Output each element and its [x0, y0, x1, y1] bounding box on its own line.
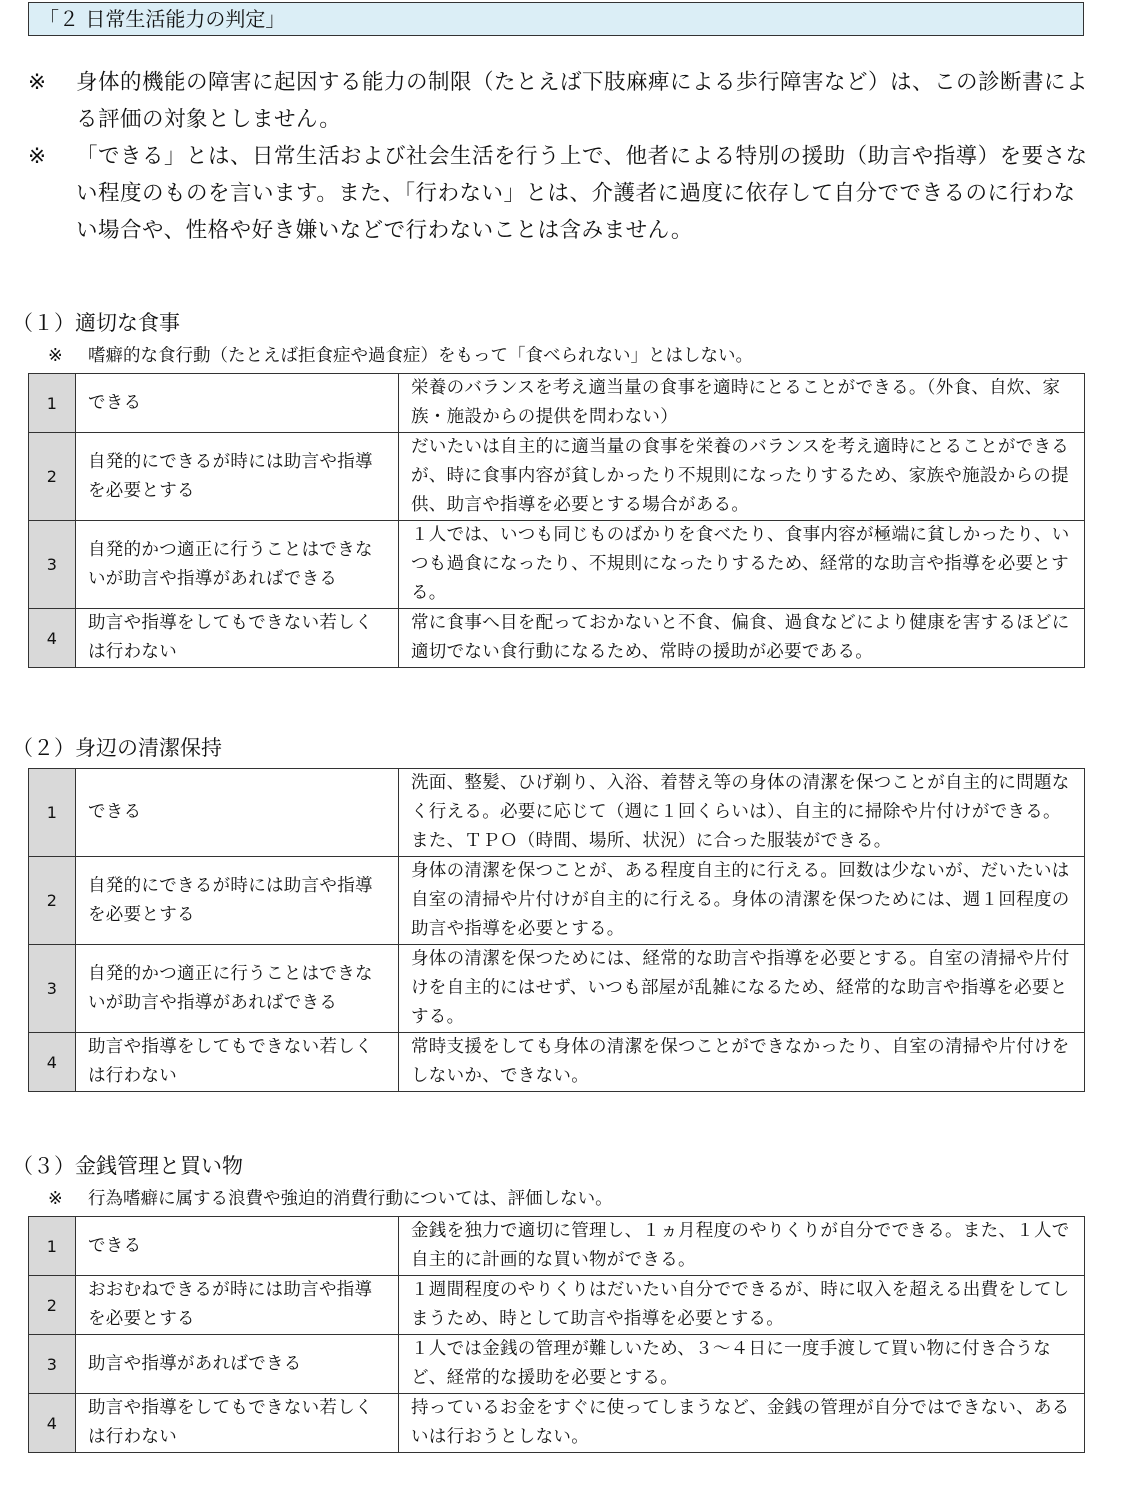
rating-level: 自発的かつ適正に行うことはできないが助言や指導があればできる [76, 945, 399, 1033]
table-row [29, 945, 1085, 1033]
rating-number: 2 [29, 857, 76, 945]
rating-number: 2 [29, 433, 76, 521]
section-money [12, 1152, 1088, 1453]
section-hygiene [12, 734, 1088, 1092]
rating-description: 洗面、整髪、ひげ剃り、入浴、着替え等の身体の清潔を保つことが自主的に問題なく行える。必要に応じて（週に１回くらいは）、自主的に掃除や片付けができる。また、ＴＰＯ（時間、場所、状況）に合った服装ができる。 [399, 769, 1085, 857]
rating-level: 助言や指導があればできる [76, 1335, 399, 1394]
table-row [29, 609, 1085, 668]
note-mark: ※ [28, 70, 47, 95]
rating-level: 助言や指導をしてもできない若しくは行わない [76, 1033, 399, 1092]
note-text: 「できる」とは、日常生活および社会生活を行う上で、他者による特別の援助（助言や指導）を要さない程度のものを言います。また、「行わない」とは、介護者に過度に依存して自分でできるのに行わない場合や、性格や好き嫌いなどで行わないことは含みません。 [76, 144, 1088, 243]
table-row [29, 374, 1085, 433]
rating-description: １週間程度のやりくりはだいたい自分でできるが、時に収入を超える出費をしてしまうため、時として助言や指導を必要とする。 [399, 1276, 1085, 1335]
rating-description: 持っているお金をすぐに使ってしまうなど、金銭の管理が自分ではできない、あるいは行おうとしない。 [399, 1394, 1085, 1453]
table-row [29, 1394, 1085, 1453]
section-heading: （１）適切な食事 [12, 311, 180, 335]
rating-level: できる [76, 769, 399, 857]
rating-description: だいたいは自主的に適当量の食事を栄養のバランスを考え適時にとることができるが、時に食事内容が貧しかったり不規則になったりするため、家族や施設からの提供、助言や指導を必要とする場合がある。 [399, 433, 1085, 521]
rating-description: 身体の清潔を保つことが、ある程度自主的に行える。回数は少ないが、だいたいは自室の清掃や片付けが自主的に行える。身体の清潔を保つためには、週１回程度の助言や指導を必要とする。 [399, 857, 1085, 945]
general-note [28, 138, 1088, 249]
general-notes [28, 64, 1088, 249]
rating-number: 1 [29, 769, 76, 857]
rating-level: できる [76, 374, 399, 433]
rating-description: １人では金銭の管理が難しいため、３～４日に一度手渡して買い物に付き合うなど、経常的な援助を必要とする。 [399, 1335, 1085, 1394]
section-heading: （２）身辺の清潔保持 [12, 736, 222, 760]
rating-description: １人では、いつも同じものばかりを食べたり、食事内容が極端に貧しかったり、いつも過食になったり、不規則になったりするため、経常的な助言や指導を必要とする。 [399, 521, 1085, 609]
table-row [29, 857, 1085, 945]
rating-number: 1 [29, 374, 76, 433]
rating-table [28, 373, 1085, 668]
rating-description: 栄養のバランスを考え適当量の食事を適時にとることができる。（外食、自炊、家族・施設からの提供を問わない） [399, 374, 1085, 433]
rating-table [28, 1216, 1085, 1453]
rating-number: 3 [29, 1335, 76, 1394]
rating-number: 1 [29, 1217, 76, 1276]
section-note [28, 1186, 1088, 1212]
note-mark: ※ [28, 144, 47, 169]
note-text: 嗜癖的な食行動（たとえば拒食症や過食症）をもって「食べられない」とはしない。 [88, 346, 753, 366]
rating-description: 常に食事へ目を配っておかないと不食、偏食、過食などにより健康を害するほどに適切でない食行動になるため、常時の援助が必要である。 [399, 609, 1085, 668]
rating-description: 身体の清潔を保つためには、経常的な助言や指導を必要とする。自室の清掃や片付けを自主的にはせず、いつも部屋が乱雑になるため、経常的な助言や指導を必要とする。 [399, 945, 1085, 1033]
rating-level: おおむねできるが時には助言や指導を必要とする [76, 1276, 399, 1335]
section-title: 「２ 日常生活能力の判定」 [39, 7, 286, 31]
table-row [29, 521, 1085, 609]
rating-level: 自発的にできるが時には助言や指導を必要とする [76, 433, 399, 521]
rating-level: 助言や指導をしてもできない若しくは行わない [76, 609, 399, 668]
section-heading: （３）金銭管理と買い物 [12, 1154, 243, 1178]
table-row [29, 1276, 1085, 1335]
rating-number: 2 [29, 1276, 76, 1335]
note-text: 行為嗜癖に属する浪費や強迫的消費行動については、評価しない。 [88, 1189, 613, 1209]
section-note [28, 343, 1088, 369]
rating-level: 助言や指導をしてもできない若しくは行わない [76, 1394, 399, 1453]
note-text: 身体的機能の障害に起因する能力の制限（たとえば下肢麻痺による歩行障害など）は、この診断書による評価の対象としません。 [76, 70, 1089, 132]
rating-level: 自発的かつ適正に行うことはできないが助言や指導があればできる [76, 521, 399, 609]
note-mark: ※ [48, 346, 63, 366]
rating-description: 金銭を独力で適切に管理し、１ヵ月程度のやりくりが自分でできる。また、１人で自主的に計画的な買い物ができる。 [399, 1217, 1085, 1276]
rating-description: 常時支援をしても身体の清潔を保つことができなかったり、自室の清掃や片付けをしないか、できない。 [399, 1033, 1085, 1092]
table-row [29, 1335, 1085, 1394]
rating-number: 3 [29, 521, 76, 609]
rating-level: 自発的にできるが時には助言や指導を必要とする [76, 857, 399, 945]
table-row [29, 1217, 1085, 1276]
general-note [28, 64, 1088, 138]
rating-number: 3 [29, 945, 76, 1033]
section-header-box [28, 2, 1084, 36]
rating-number: 4 [29, 1394, 76, 1453]
note-mark: ※ [48, 1189, 63, 1209]
rating-level: できる [76, 1217, 399, 1276]
rating-number: 4 [29, 1033, 76, 1092]
rating-table [28, 768, 1085, 1092]
section-meals [12, 309, 1088, 668]
table-row [29, 769, 1085, 857]
table-row [29, 1033, 1085, 1092]
rating-number: 4 [29, 609, 76, 668]
table-row [29, 433, 1085, 521]
